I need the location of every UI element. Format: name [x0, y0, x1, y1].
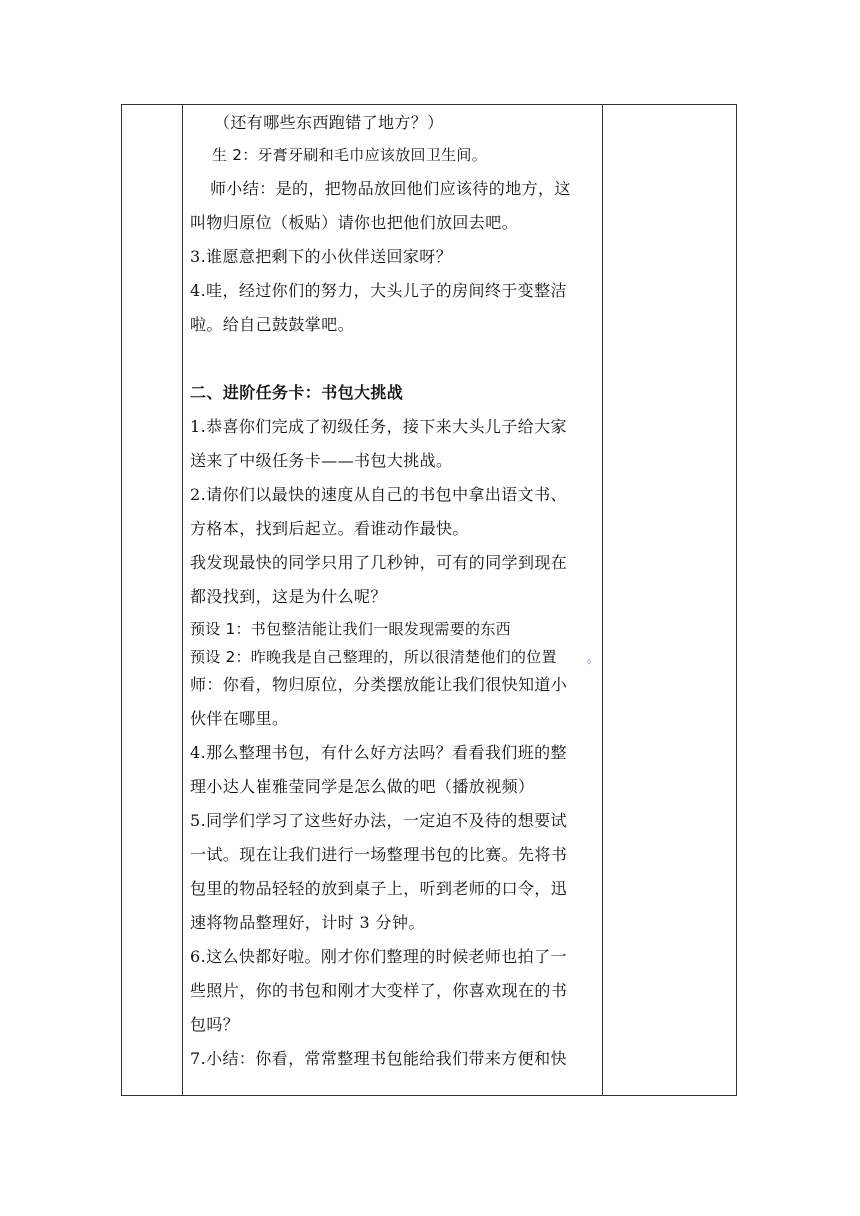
- text-line: 预设 1：书包整洁能让我们一眼发现需要的东西: [190, 620, 511, 638]
- text-line: 2.请你们以最快的速度从自己的书包中拿出语文书、: [190, 485, 567, 504]
- text-line: 师小结：是的，把物品放回他们应该待的地方，这: [210, 179, 571, 198]
- text-line: 预设 2：昨晚我是自己整理的，所以很清楚他们的位置: [190, 648, 557, 666]
- right-empty-cell: [603, 105, 736, 1095]
- text-line: 啦。给自己鼓鼓掌吧。: [190, 315, 355, 334]
- text-line: 理小达人崔雅莹同学是怎么做的吧（播放视频）: [190, 777, 535, 796]
- text-line: 送来了中级任务卡——书包大挑战。: [190, 451, 453, 470]
- left-empty-cell: [122, 105, 182, 1095]
- text-line: （还有哪些东西跑错了地方？）: [214, 113, 444, 132]
- lesson-table: [121, 104, 737, 1096]
- text-line: 都没找到，这是为什么呢？: [190, 587, 387, 606]
- text-line: 叫物归原位（板贴）请你也把他们放回去吧。: [190, 213, 519, 232]
- period-mark: 。: [587, 648, 599, 666]
- text-line: 包里的物品轻轻的放到桌子上，听到老师的口令，迅: [190, 879, 568, 898]
- text-line: 4.哇，经过你们的努力，大头儿子的房间终于变整洁: [190, 281, 567, 300]
- text-line: 一试。现在让我们进行一场整理书包的比赛。先将书: [190, 845, 568, 864]
- text-line: 些照片，你的书包和刚才大变样了，你喜欢现在的书: [190, 981, 568, 1000]
- left-column-divider: [182, 105, 183, 1095]
- text-line: 生 2：牙膏牙刷和毛巾应该放回卫生间。: [212, 146, 488, 164]
- text-line: 4.那么整理书包，有什么好方法吗？看看我们班的整: [190, 743, 567, 762]
- text-line: 3.谁愿意把剩下的小伙伴送回家呀？: [190, 247, 453, 266]
- text-line: 方格本，找到后起立。看谁动作最快。: [190, 519, 469, 538]
- section-heading: 二、进阶任务卡：书包大挑战: [190, 383, 404, 402]
- text-line: 1.恭喜你们完成了初级任务，接下来大头儿子给大家: [190, 417, 567, 436]
- text-line: 师：你看，物归原位，分类摆放能让我们很快知道小: [190, 675, 568, 694]
- text-line: 速将物品整理好，计时 3 分钟。: [190, 913, 425, 932]
- text-line: 5.同学们学习了这些好办法，一定迫不及待的想要试: [190, 811, 567, 830]
- text-line: 包吗？: [190, 1015, 240, 1034]
- text-line: 伙伴在哪里。: [190, 709, 289, 728]
- text-line: 7.小结：你看，常常整理书包能给我们带来方便和快: [190, 1049, 567, 1068]
- text-line: 我发现最快的同学只用了几秒钟，可有的同学到现在: [190, 553, 568, 572]
- text-line: 6.这么快都好啦。刚才你们整理的时候老师也拍了一: [190, 947, 567, 966]
